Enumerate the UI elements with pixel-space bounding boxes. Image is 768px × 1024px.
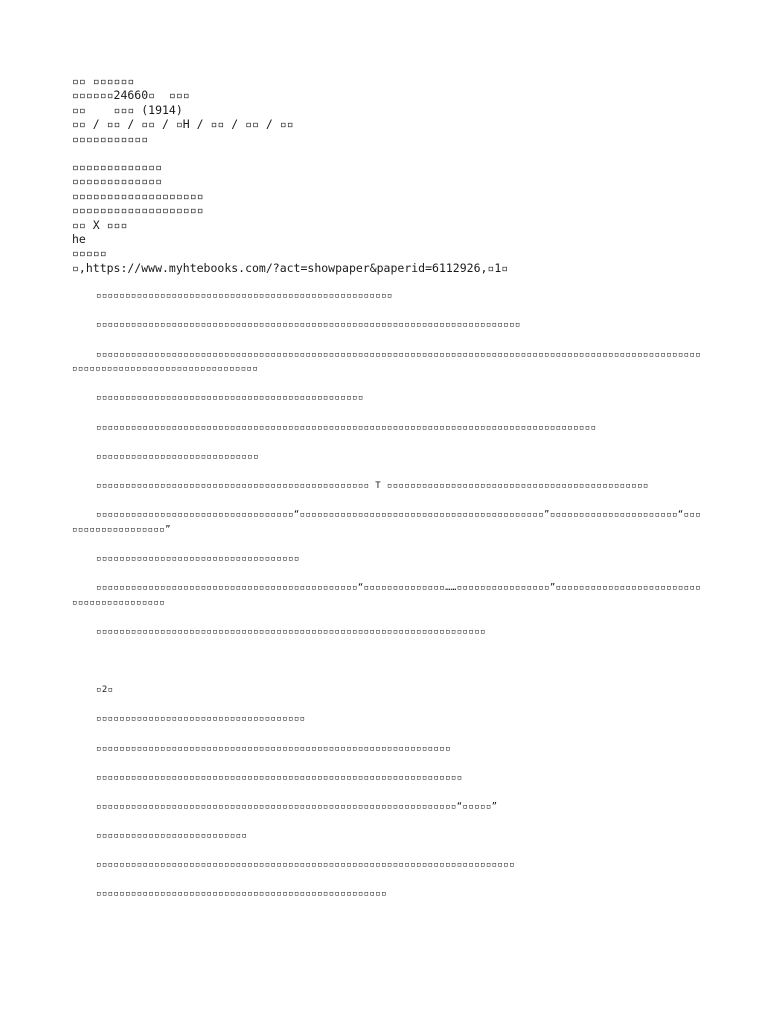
- source-url-line: ▫,https://www.myhtebooks.com/?act=showpaper&paperid=6112926,▫1▫: [72, 260, 509, 275]
- header-line: ▫▫ / ▫▫ / ▫▫ / ▫H / ▫▫ / ▫▫ / ▫▫: [72, 117, 294, 132]
- meta-line: he: [72, 232, 86, 247]
- section-marker: ▫2▫: [96, 685, 114, 696]
- header-line: ▫▫ ▫▫▫ (1914): [72, 102, 183, 117]
- header-block: [72, 74, 702, 146]
- paragraph: ▫▫▫▫▫▫▫▫▫▫▫▫▫▫▫▫▫▫▫▫▫▫▫▫▫▫▫▫▫▫▫▫▫▫“▫▫▫▫▫▫▫▫▫▫▫▫▫▫▫▫▫▫▫▫▫▫▫▫▫▫▫▫▫▫▫▫▫▫▫▫▫▫▫▫▫▫”▫▫▫▫▫▫▫▫▫▫▫▫▫▫▫▫▫▫▫▫▫▫“▫▫▫▫▫▫▫▫▫▫▫▫▫▫▫▫▫▫▫”: [72, 510, 702, 535]
- paragraph: ▫▫▫▫▫▫▫▫▫▫▫▫▫▫▫▫▫▫▫▫▫▫▫▫▫▫▫▫▫▫▫▫▫▫▫▫▫▫▫▫▫▫▫▫▫▫▫▫▫▫▫▫▫▫▫▫▫▫▫▫▫▫▫▫▫▫▫: [96, 626, 486, 637]
- document-page: [72, 74, 702, 917]
- meta-block: [72, 160, 702, 275]
- paragraph: ▫▫▫▫▫▫▫▫▫▫▫▫▫▫▫▫▫▫▫▫▫▫▫▫▫▫▫▫▫▫▫▫▫▫▫▫▫▫▫▫▫▫▫▫▫▫: [96, 393, 364, 404]
- paragraph: ▫▫▫▫▫▫▫▫▫▫▫▫▫▫▫▫▫▫▫▫▫▫▫▫▫▫▫▫▫▫▫▫▫▫▫▫▫▫▫▫▫▫▫▫▫▫▫▫▫▫: [96, 889, 387, 900]
- paragraph: ▫▫▫▫▫▫▫▫▫▫▫▫▫▫▫▫▫▫▫▫▫▫▫▫▫▫▫▫▫▫▫▫▫▫▫▫▫▫▫▫▫▫▫▫▫▫▫▫▫▫▫▫▫▫▫▫▫▫▫▫▫▫“▫▫▫▫▫”: [96, 801, 498, 812]
- meta-line: ▫▫▫▫▫▫▫▫▫▫▫▫▫: [72, 160, 163, 175]
- header-line: ▫▫ ▫▫▫▫▫▫: [72, 74, 135, 88]
- paragraph: ▫▫▫▫▫▫▫▫▫▫▫▫▫▫▫▫▫▫▫▫▫▫▫▫▫▫▫▫▫▫▫▫▫▫▫▫▫▫▫▫▫▫▫▫▫▫▫▫▫▫▫: [96, 291, 393, 302]
- paragraph: ▫▫▫▫▫▫▫▫▫▫▫▫▫▫▫▫▫▫▫▫▫▫▫▫▫▫▫▫▫▫▫▫▫▫▫▫▫▫▫▫▫▫▫▫▫“▫▫▫▫▫▫▫▫▫▫▫▫▫▫……▫▫▫▫▫▫▫▫▫▫▫▫▫▫▫▫”▫▫▫▫▫▫▫▫▫▫▫▫▫▫▫▫▫▫▫▫▫▫▫▫▫▫▫▫▫▫▫▫▫▫▫▫▫▫▫▫▫: [72, 583, 702, 608]
- body-text: [72, 289, 702, 902]
- paragraph: ▫▫▫▫▫▫▫▫▫▫▫▫▫▫▫▫▫▫▫▫▫▫▫▫▫▫▫▫: [96, 451, 259, 462]
- header-line: ▫▫▫▫▫▫24660▫ ▫▫▫: [72, 88, 190, 103]
- header-line: ▫▫▫▫▫▫▫▫▫▫▫: [72, 131, 149, 146]
- meta-line: ▫▫▫▫▫: [72, 246, 107, 261]
- paragraph: ▫▫▫▫▫▫▫▫▫▫▫▫▫▫▫▫▫▫▫▫▫▫▫▫▫▫▫▫▫▫▫▫▫▫▫▫▫▫▫▫▫▫▫▫▫▫▫▫▫▫▫▫▫▫▫▫▫▫▫▫▫▫▫▫▫▫▫▫▫▫▫▫▫: [96, 320, 521, 331]
- meta-line: ▫▫▫▫▫▫▫▫▫▫▫▫▫: [72, 174, 163, 189]
- paragraph: ▫▫▫▫▫▫▫▫▫▫▫▫▫▫▫▫▫▫▫▫▫▫▫▫▫▫: [96, 831, 248, 842]
- paragraph: ▫▫▫▫▫▫▫▫▫▫▫▫▫▫▫▫▫▫▫▫▫▫▫▫▫▫▫▫▫▫▫▫▫▫▫▫: [96, 714, 306, 725]
- paragraph: ▫▫▫▫▫▫▫▫▫▫▫▫▫▫▫▫▫▫▫▫▫▫▫▫▫▫▫▫▫▫▫▫▫▫▫▫▫▫▫▫▫▫▫▫▫▫▫ T ▫▫▫▫▫▫▫▫▫▫▫▫▫▫▫▫▫▫▫▫▫▫▫▫▫▫▫▫▫▫▫▫▫▫▫▫▫▫▫▫▫▫▫▫▫: [96, 481, 649, 491]
- paragraph: ▫▫▫▫▫▫▫▫▫▫▫▫▫▫▫▫▫▫▫▫▫▫▫▫▫▫▫▫▫▫▫▫▫▫▫▫▫▫▫▫▫▫▫▫▫▫▫▫▫▫▫▫▫▫▫▫▫▫▫▫▫▫▫: [96, 772, 463, 783]
- paragraph: ▫▫▫▫▫▫▫▫▫▫▫▫▫▫▫▫▫▫▫▫▫▫▫▫▫▫▫▫▫▫▫▫▫▫▫▫▫▫▫▫▫▫▫▫▫▫▫▫▫▫▫▫▫▫▫▫▫▫▫▫▫▫▫▫▫▫▫▫▫▫▫▫▫▫▫▫▫▫▫▫▫▫▫▫▫▫▫▫▫▫▫▫▫▫▫▫▫▫▫▫▫▫▫▫▫▫▫▫▫▫▫▫▫▫▫▫▫▫▫▫▫▫▫▫▫▫▫▫▫▫▫▫▫▫▫▫: [72, 349, 702, 375]
- paragraph: ▫▫▫▫▫▫▫▫▫▫▫▫▫▫▫▫▫▫▫▫▫▫▫▫▫▫▫▫▫▫▫▫▫▫▫: [96, 553, 300, 564]
- meta-line: ▫▫▫▫▫▫▫▫▫▫▫▫▫▫▫▫▫▫▫: [72, 203, 204, 218]
- paragraph: ▫▫▫▫▫▫▫▫▫▫▫▫▫▫▫▫▫▫▫▫▫▫▫▫▫▫▫▫▫▫▫▫▫▫▫▫▫▫▫▫▫▫▫▫▫▫▫▫▫▫▫▫▫▫▫▫▫▫▫▫▫▫▫▫▫▫▫▫▫▫▫▫▫▫▫▫▫▫▫▫▫▫▫▫▫▫: [96, 422, 597, 433]
- paragraph: ▫▫▫▫▫▫▫▫▫▫▫▫▫▫▫▫▫▫▫▫▫▫▫▫▫▫▫▫▫▫▫▫▫▫▫▫▫▫▫▫▫▫▫▫▫▫▫▫▫▫▫▫▫▫▫▫▫▫▫▫▫▫▫▫▫▫▫▫▫▫▫▫: [96, 860, 515, 871]
- meta-line: ▫▫▫▫▫▫▫▫▫▫▫▫▫▫▫▫▫▫▫: [72, 188, 204, 203]
- meta-line: ▫▫ X ▫▫▫: [72, 217, 128, 232]
- paragraph: ▫▫▫▫▫▫▫▫▫▫▫▫▫▫▫▫▫▫▫▫▫▫▫▫▫▫▫▫▫▫▫▫▫▫▫▫▫▫▫▫▫▫▫▫▫▫▫▫▫▫▫▫▫▫▫▫▫▫▫▫▫: [96, 743, 451, 754]
